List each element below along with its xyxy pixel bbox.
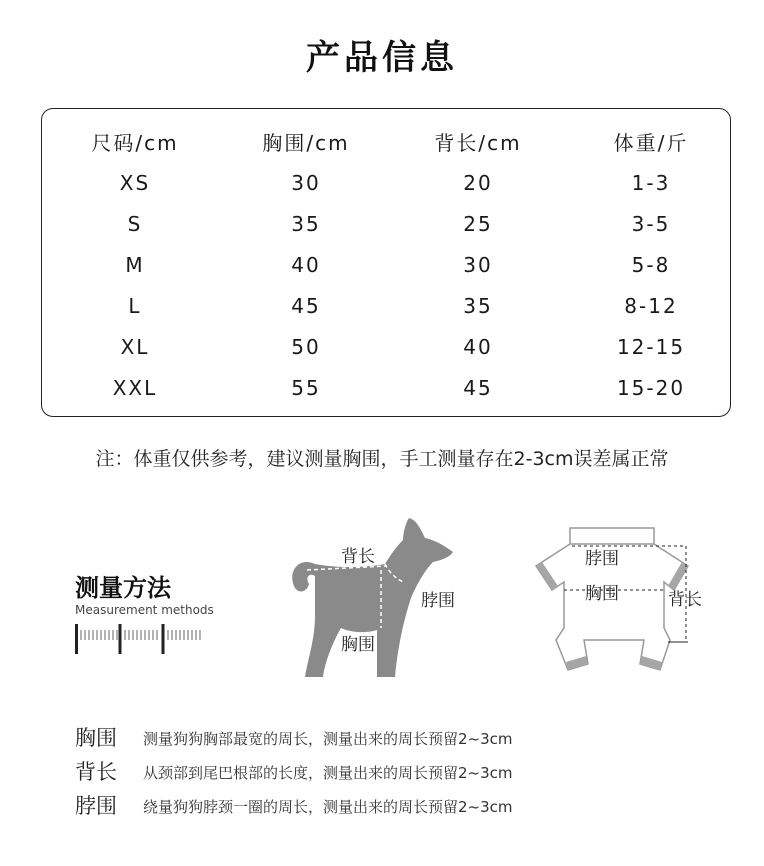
table-cell: 35 (291, 212, 321, 236)
table-cell: XL (120, 335, 150, 359)
definition-desc: 测量狗狗胸部最宽的周长，测量出来的周长预留2~3cm (143, 730, 513, 748)
table-cell: 45 (463, 376, 493, 400)
definition-term: 胸围 (75, 726, 117, 750)
table-cell: 1-3 (631, 171, 671, 195)
weight-note: 注：体重仅供参考，建议测量胸围，手工测量存在2-3cm误差属正常 (95, 448, 669, 470)
table-cell: 8-12 (624, 294, 678, 318)
table-cell: 55 (291, 376, 321, 400)
size-table (41, 108, 731, 417)
header-weight: 体重/斤 (613, 131, 689, 155)
dog-label-neck: 脖围 (421, 591, 455, 611)
measurement-subtitle: Measurement methods (75, 603, 214, 617)
table-cell: 45 (291, 294, 321, 318)
dog-label-chest: 胸围 (341, 635, 375, 655)
header-back: 背长/cm (434, 131, 522, 155)
table-cell: 3-5 (631, 212, 671, 236)
header-size: 尺码/cm (91, 131, 179, 155)
table-cell: 30 (463, 253, 493, 277)
table-cell: 30 (291, 171, 321, 195)
table-cell: M (125, 253, 145, 277)
ruler-icon (75, 624, 205, 654)
garment-label-chest: 胸围 (585, 584, 619, 604)
header-chest: 胸围/cm (262, 131, 350, 155)
table-cell: 50 (291, 335, 321, 359)
table-cell: 40 (291, 253, 321, 277)
table-cell: XS (119, 171, 151, 195)
table-cell: 12-15 (616, 335, 686, 359)
table-cell: 40 (463, 335, 493, 359)
table-cell: S (127, 212, 143, 236)
definition-term: 背长 (75, 760, 117, 784)
definition-desc: 从颈部到尾巴根部的长度，测量出来的周长预留2~3cm (143, 764, 513, 782)
table-cell: L (128, 294, 142, 318)
garment-label-back: 背长 (668, 590, 702, 610)
table-cell: 25 (463, 212, 493, 236)
table-cell: 35 (463, 294, 493, 318)
garment-label-neck: 脖围 (585, 549, 619, 569)
table-cell: 20 (463, 171, 493, 195)
table-cell: 5-8 (631, 253, 671, 277)
measurement-title: 测量方法 (75, 574, 171, 602)
page-title: 产品信息 (306, 38, 458, 78)
definition-desc: 绕量狗狗脖颈一圈的周长，测量出来的周长预留2~3cm (143, 798, 513, 816)
table-cell: 15-20 (616, 376, 686, 400)
definition-term: 脖围 (75, 794, 117, 818)
dog-label-back: 背长 (341, 547, 375, 567)
table-cell: XXL (112, 376, 158, 400)
